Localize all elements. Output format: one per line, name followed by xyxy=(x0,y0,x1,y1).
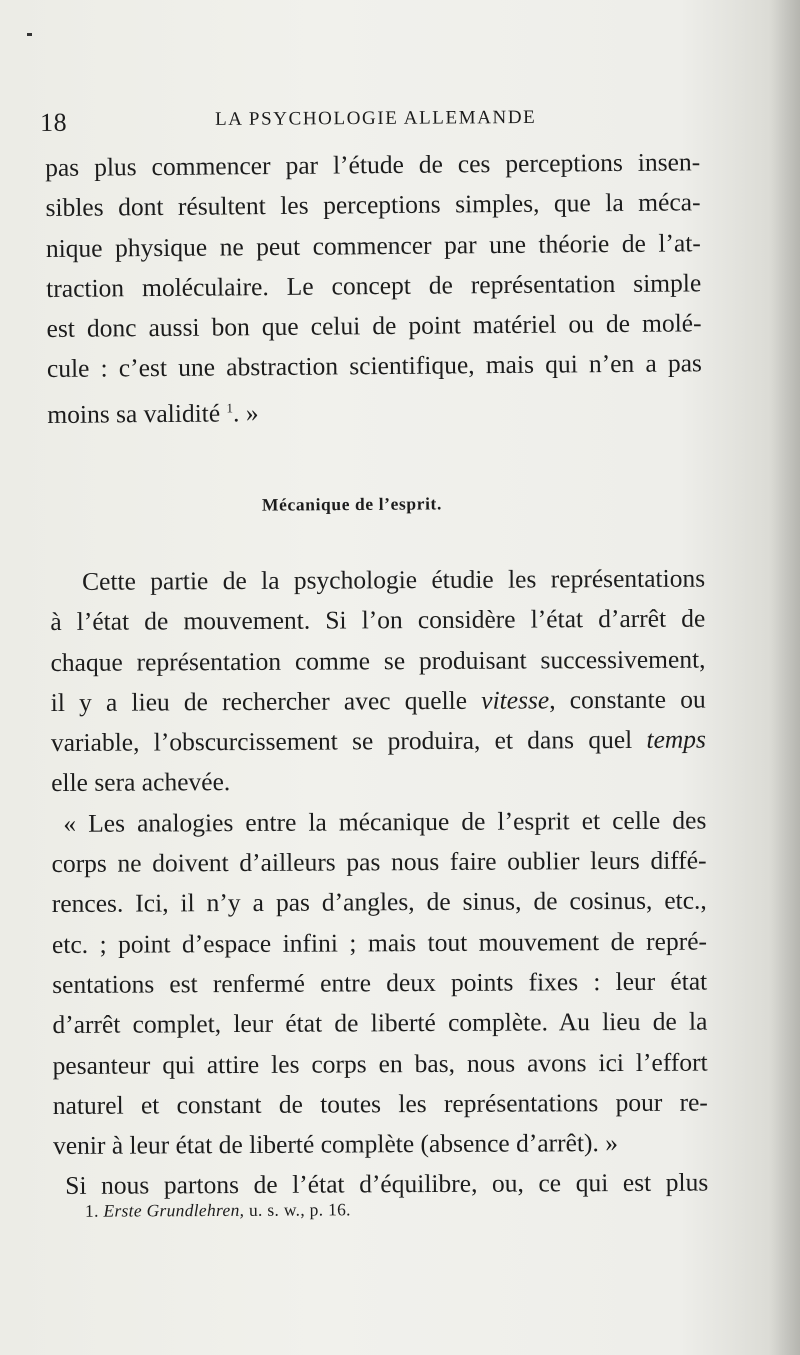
text-line: « Les analogies entre la mécanique de l’esprit et celle des xyxy=(63,805,707,838)
text-line: d’arrêt complet, leur état de liberté complète. Au lieu de la xyxy=(52,1006,708,1040)
section-title: Mécanique de l’esprit. xyxy=(261,493,442,515)
footnote-text: u. s. w., p. 16. xyxy=(248,1199,351,1220)
text-line: nique physique ne peut commencer par une théorie de l’at- xyxy=(45,227,701,263)
line-text: moins sa validité xyxy=(47,398,221,429)
text-line xyxy=(51,720,706,764)
page-number: 18 xyxy=(40,107,68,137)
line-text: . » xyxy=(232,397,259,428)
text-line xyxy=(51,679,706,723)
text-line: rences. Ici, il n’y a pas d’angles, de sinus, de cosinus, etc., xyxy=(51,885,707,919)
text-line: sentations est renfermé entre deux points fixes : leur état xyxy=(52,966,708,999)
text-line: cule : c’est une abstraction scientifique, mais qui n’en a pas xyxy=(46,348,703,384)
text-line: venir à leur état de liberté complète (absence d’arrêt). » xyxy=(52,1128,619,1161)
section-body xyxy=(50,559,708,1207)
text-line xyxy=(47,384,702,435)
text-line: sibles dont résultent les perceptions simples, que la méca- xyxy=(45,187,701,223)
emphasis: vitesse xyxy=(481,685,550,715)
text-line: chaque représentation comme se produisant successivement, xyxy=(50,644,706,677)
page-header xyxy=(40,104,700,138)
page-edge-shadow xyxy=(770,0,800,1355)
text-line: à l’état de mouvement. Si l’on considère l’état d’arrêt de xyxy=(50,603,706,637)
footnote-title: Erste Grundlehren, xyxy=(103,1199,245,1221)
emphasis: temps xyxy=(646,724,707,755)
text-line: Cette partie de la psychologie étudie les représentations xyxy=(82,563,706,596)
text-line: pas plus commencer par l’étude de ces perceptions insen- xyxy=(45,147,701,182)
line-text: variable, l’obscurcissement se produira, et dans quel xyxy=(50,725,647,758)
text-line: elle sera achevée. xyxy=(51,767,231,798)
running-head: LA PSYCHOLOGIE ALLEMANDE xyxy=(215,106,537,130)
text-line: est donc aussi bon que celui de point matériel ou de molé- xyxy=(46,308,702,344)
text-line: corps ne doivent d’ailleurs pas nous faire oublier leurs diffé- xyxy=(51,845,707,879)
text-line: Si nous partons de l’état d’équilibre, ou, ce qui est plus xyxy=(65,1168,709,1201)
text-line: traction moléculaire. Le concept de représentation simple xyxy=(46,268,702,303)
footnote-reference: 1 xyxy=(226,400,234,416)
line-text: il y a lieu de rechercher avec quelle xyxy=(50,685,482,717)
print-mark xyxy=(27,33,32,36)
paragraph-continued xyxy=(45,142,702,435)
text-line: etc. ; point d’espace infini ; mais tout mouvement de repré- xyxy=(51,926,708,959)
footnote xyxy=(85,1199,351,1221)
text-line: naturel et constant de toutes les représentations pour re- xyxy=(52,1087,708,1120)
footnote-number: 1. xyxy=(84,1200,99,1221)
text-line: pesanteur qui attire les corps en bas, nous avons ici l’effort xyxy=(52,1047,708,1080)
line-text: , constante ou xyxy=(549,684,706,715)
